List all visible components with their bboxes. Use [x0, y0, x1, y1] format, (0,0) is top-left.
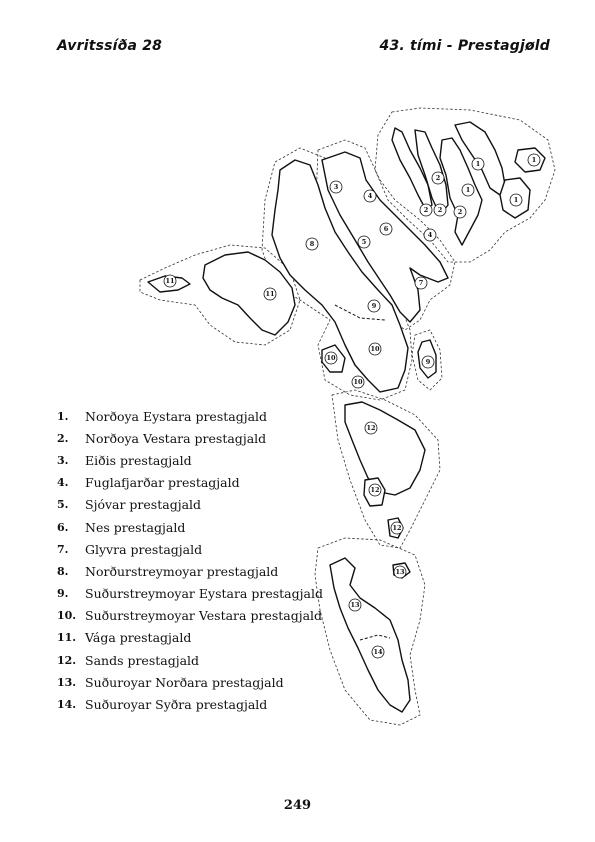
header-right-title: 43. tími - Prestagjøld [379, 38, 550, 54]
legend-number: 1. [57, 409, 69, 423]
legend-number: 14. [57, 698, 77, 712]
legend-number: 11. [57, 631, 77, 645]
legend-number: 10. [57, 609, 77, 623]
map-marker-label: 8 [309, 240, 315, 248]
map-marker [364, 190, 376, 202]
map-marker-label: 6 [383, 225, 389, 233]
legend-number: 3. [57, 453, 69, 467]
legend-item [57, 472, 323, 494]
legend-item [57, 538, 323, 560]
legend-item [57, 494, 323, 516]
map-marker [306, 238, 318, 250]
map-marker [352, 376, 364, 388]
legend-name: Norðurstreymoyar prestagjald [85, 563, 279, 579]
map-marker-label: 10 [353, 378, 363, 386]
map-marker [510, 194, 522, 206]
map-marker [462, 184, 474, 196]
legend-item [57, 627, 323, 649]
map-marker [528, 154, 540, 166]
legend-name: Vága prestagjald [85, 630, 192, 646]
island-suduroy [330, 558, 410, 712]
map-marker-label: 3 [333, 183, 339, 191]
legend-number: 12. [57, 653, 77, 667]
legend-item [57, 560, 323, 582]
legend-number: 4. [57, 476, 69, 490]
legend-item [57, 693, 323, 715]
legend-name: Sands prestagjald [85, 652, 200, 668]
parish-legend [57, 405, 323, 716]
map-marker [358, 236, 370, 248]
map-marker-label: 5 [361, 238, 367, 246]
legend-name: Eiðis prestagjald [85, 452, 192, 468]
map-marker-label: 12 [370, 486, 380, 494]
map-marker [415, 277, 427, 289]
legend-name: Sjóvar prestagjald [85, 497, 202, 513]
legend-number: 6. [57, 520, 69, 534]
map-marker-label: 13 [395, 568, 405, 576]
map-marker [164, 275, 176, 287]
legend-number: 2. [57, 431, 69, 445]
map-marker-label: 13 [350, 601, 360, 609]
legend-item [57, 405, 323, 427]
map-marker [369, 343, 381, 355]
map-marker-label: 4 [427, 231, 433, 239]
legend-name: Suðuroyar Norðara prestagjald [85, 674, 284, 690]
map-marker [330, 181, 342, 193]
map-marker [380, 223, 392, 235]
legend-name: Norðoya Eystara prestagjald [85, 408, 268, 424]
legend-number: 7. [57, 542, 69, 556]
map-marker [368, 300, 380, 312]
map-marker-label: 11 [165, 277, 175, 285]
map-marker [349, 599, 361, 611]
map-marker [365, 422, 377, 434]
map-marker-label: 2 [423, 206, 429, 214]
legend-number: 9. [57, 587, 69, 601]
page-number: 249 [283, 798, 312, 813]
map-marker [325, 352, 337, 364]
map-marker-label: 1 [531, 156, 537, 164]
map-marker [372, 646, 384, 658]
legend-number: 13. [57, 675, 77, 689]
map-marker [391, 522, 403, 534]
map-marker [420, 204, 432, 216]
legend-name: Nes prestagjald [85, 519, 186, 535]
map-marker [369, 484, 381, 496]
legend-item [57, 449, 323, 471]
map-marker [422, 356, 434, 368]
map-marker [424, 229, 436, 241]
legend-number: 5. [57, 498, 69, 512]
map-marker [454, 206, 466, 218]
legend-number: 8. [57, 564, 69, 578]
map-marker-label: 2 [457, 208, 463, 216]
map-marker-label: 4 [367, 192, 373, 200]
map-marker [434, 204, 446, 216]
map-marker-label: 9 [371, 302, 377, 310]
map-marker-label: 1 [465, 186, 471, 194]
island-sandoy [345, 402, 425, 495]
header-left-title: Avritssíða 28 [57, 38, 163, 54]
map-marker [472, 158, 484, 170]
map-marker-label: 11 [265, 290, 275, 298]
legend-name: Glyvra prestagjald [85, 541, 203, 557]
legend-item [57, 671, 323, 693]
map-marker-label: 10 [326, 354, 336, 362]
legend-name: Norðoya Vestara prestagjald [85, 430, 267, 446]
map-marker-label: 7 [418, 279, 424, 287]
legend-item [57, 583, 323, 605]
map-marker [432, 172, 444, 184]
legend-item [57, 649, 323, 671]
map-marker-label: 14 [373, 648, 383, 656]
map-marker [394, 566, 406, 578]
map-marker-label: 12 [392, 524, 402, 532]
map-marker-label: 2 [435, 174, 441, 182]
map-marker-label: 1 [513, 196, 519, 204]
legend-item [57, 516, 323, 538]
map-marker-label: 12 [366, 424, 376, 432]
island-vagar [203, 252, 295, 335]
legend-item [57, 605, 323, 627]
legend-name: Suðurstreymoyar Eystara prestagjald [85, 586, 323, 602]
legend-name: Suðurstreymoyar Vestara prestagjald [85, 608, 323, 624]
legend-name: Suðuroyar Syðra prestagjald [85, 697, 268, 713]
legend-item [57, 427, 323, 449]
map-marker-label: 9 [425, 358, 431, 366]
map-marker-label: 1 [475, 160, 481, 168]
map-marker [264, 288, 276, 300]
map-marker-label: 10 [370, 345, 380, 353]
map-marker-label: 2 [437, 206, 443, 214]
legend-name: Fuglafjarðar prestagjald [85, 475, 240, 491]
